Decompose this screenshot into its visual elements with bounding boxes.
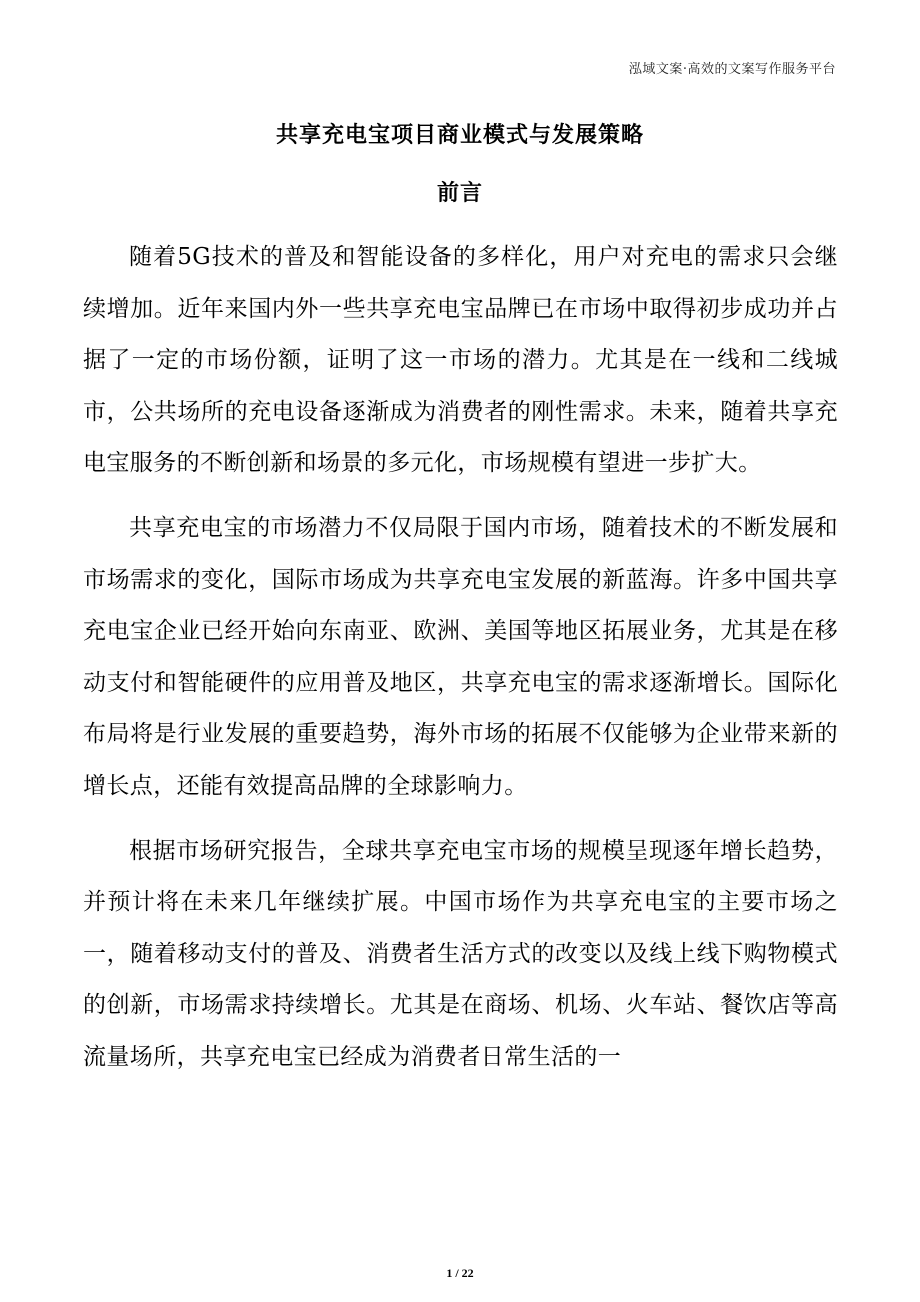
document-body (83, 232, 838, 1097)
header-brand: 泓域文案·高效的文案写作服务平台 (628, 62, 836, 77)
document-title: 共享充电宝项目商业模式与发展策略 (275, 123, 644, 148)
page-number: 1 / 22 (446, 1266, 474, 1280)
paragraph: 根据市场研究报告，全球共享充电宝市场的规模呈现逐年增长趋势，并预计将在未来几年继续扩展。中国市场作为共享充电宝的主要市场之一，随着移动支付的普及、消费者生活方式的改变以及线上线下购物模式的创新，市场需求持续增长。尤其是在商场、机场、火车站、餐饮店等高流量场所，共享充电宝已经成为消费者日常生活的一 (83, 837, 838, 1070)
paragraph: 共享充电宝的市场潜力不仅局限于国内市场，随着技术的不断发展和市场需求的变化，国际市场成为共享充电宝发展的新蓝海。许多中国共享充电宝企业已经开始向东南亚、欧洲、美国等地区拓展业务，尤其是在移动支付和智能硬件的应用普及地区，共享充电宝的需求逐渐增长。国际化布局将是行业发展的重要趋势，海外市场的拓展不仅能够为企业带来新的增长点，还能有效提高品牌的全球影响力。 (83, 514, 838, 799)
section-heading: 前言 (436, 181, 483, 206)
paragraph: 随着5G技术的普及和智能设备的多样化，用户对充电的需求只会继续增加。近年来国内外一些共享充电宝品牌已在市场中取得初步成功并占据了一定的市场份额，证明了这一市场的潜力。尤其是在一线和二线城市，公共场所的充电设备逐渐成为消费者的刚性需求。未来，随着共享充电宝服务的不断创新和场景的多元化，市场规模有望进一步扩大。 (83, 244, 838, 477)
